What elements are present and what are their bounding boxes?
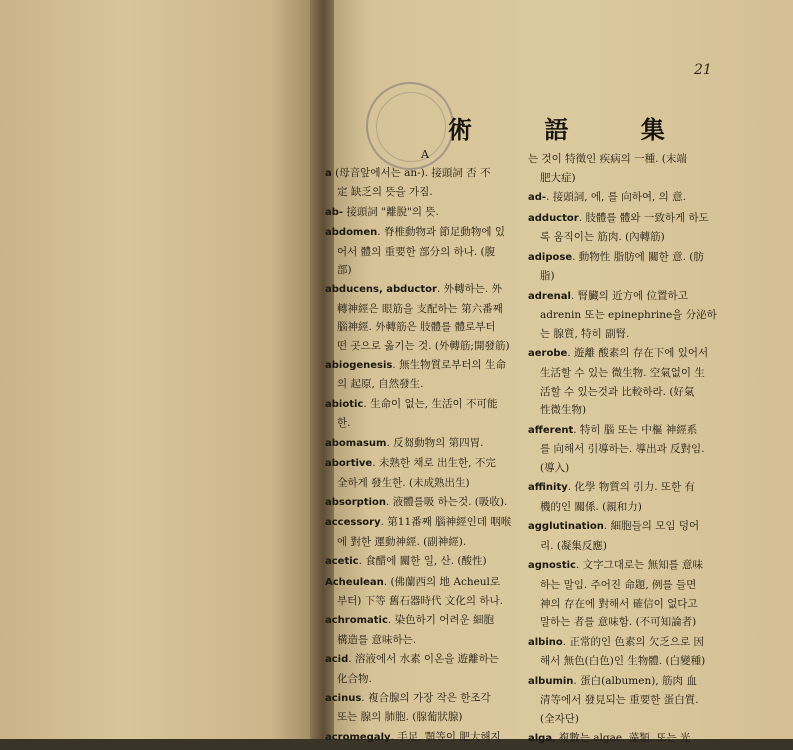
entry-headword: abiotic [325, 398, 364, 410]
entry-line-first: abiotic. 生命이 없는, 生活이 不可能 [325, 397, 498, 410]
entry-headword: abortive [325, 458, 373, 470]
glossary-entry [528, 209, 728, 247]
glossary-entry [325, 493, 525, 512]
glossary-entry [325, 203, 525, 222]
entry-line-continuation: 脂) [540, 270, 555, 283]
glossary-entry [325, 552, 525, 571]
entry-headword: acinus [325, 692, 362, 704]
entry-line-first: albumin. 蛋白(albumen), 筋肉 血 [528, 674, 697, 687]
left-entry-list [325, 164, 525, 747]
entry-line-first: acromegaly. 手足, 顎等이 肥大해지 [325, 730, 501, 743]
glossary-entry [528, 729, 728, 749]
glossary-entry [528, 188, 728, 208]
entry-line-continuation: 한. [337, 417, 351, 430]
glossary-entry [325, 650, 525, 688]
entry-line-continuation: 는 腺質, 特히 副腎. [540, 327, 630, 340]
entry-headword: acid [325, 654, 349, 666]
entry-headword: Acheulean [325, 576, 384, 588]
entry-headword: abomasum [325, 437, 387, 449]
entry-headword: acetic [325, 556, 359, 568]
entry-line-continuation: 腦神經. 外轉筋은 肢體를 體로부터 [337, 321, 496, 334]
entry-line-first: abortive. 未熟한 채로 出生한, 不完 [325, 457, 496, 470]
glossary-entry [325, 395, 525, 433]
entry-headword: agglutination [528, 521, 604, 533]
glossary-entry [325, 434, 525, 453]
entry-line-continuation: adrenin 또는 epinephrine을 分泌하 [540, 309, 717, 322]
entry-line-first: acid. 溶液에서 水素 이온을 遊離하는 [325, 653, 499, 666]
glossary-entry [325, 280, 525, 355]
glossary-column-left [325, 146, 525, 748]
entry-line-first: affinity. 化學 物質의 引力. 또한 有 [528, 481, 696, 494]
entry-line-first: accessory. 第11番째 腦神經인데 咽喉 [325, 516, 512, 529]
entry-line-first: adductor. 肢體를 體와 一致하게 하도 [528, 211, 709, 224]
entry-line-first: abducens, abductor. 外轉하는. 外 [325, 283, 503, 296]
entry-line-first: agglutination. 細胞들의 모임 덩어 [528, 520, 700, 533]
entry-line-continuation: 定 缺乏의 뜻을 가짐. [337, 186, 433, 199]
entry-line-first: aerobe. 遊離 酸素의 存在下에 있어서 [528, 347, 709, 360]
glossary-entry [325, 689, 525, 727]
glossary-entry [325, 356, 525, 394]
entry-line-first: alga, 複數는 algae. 藻類. 또는 光 [528, 732, 691, 745]
entry-line-continuation: 機的인 關係. (親和力) [540, 500, 642, 513]
glossary-entry [528, 421, 728, 478]
entry-line-first: a (母音앞에서는 an-). 接頭詞 否 不 [325, 167, 491, 179]
entry-headword: affinity [528, 482, 568, 494]
entry-line-first: abiogenesis. 無生物質로부터의 生命 [325, 359, 506, 372]
entry-line-continuation: 部) [337, 264, 352, 277]
entry-line-continuation: 말하는 者를 意味함. (不可知論者) [540, 616, 697, 629]
entry-line-first: ad-. 接頭詞, 에, 를 向하여, 의 意. [528, 191, 686, 204]
entry-headword: adipose [528, 251, 573, 263]
glossary-column-right [528, 150, 728, 750]
glossary-entry [528, 478, 728, 516]
entry-line-first: acinus. 複合腺의 가장 작은 한조각 [325, 691, 491, 704]
entry-line-continuation: 를 向해서 引導하는. 導出과 反對임. [540, 443, 705, 456]
entry-line-first: achromatic. 染色하기 어려운 細胞 [325, 614, 494, 627]
entry-line-continuation: 부터) 下等 舊石器時代 文化의 하나. [337, 594, 503, 607]
entry-headword: adrenal [528, 290, 571, 302]
entry-headword: abiogenesis [325, 360, 393, 372]
entry-line-continuation: (導入) [540, 461, 570, 474]
entry-line-continuation: 活할 수 있는것과 比較하라. (好氣 [540, 385, 695, 398]
entry-headword: agnostic [528, 560, 576, 572]
entry-line-first: abdomen. 脊椎動物과 節足動物에 있 [325, 226, 506, 239]
glossary-entry [528, 672, 728, 729]
entry-headword: aerobe [528, 348, 568, 360]
entry-line-first: ab- 接頭詞 "離脫"의 뜻. [325, 205, 439, 218]
entry-line-first: absorption. 液體를吸 하는것. (吸收). [325, 495, 508, 508]
entry-line-continuation: 해서 無色(白色)인 生物體. (白變種) [540, 655, 706, 668]
glossary-entry [528, 287, 728, 344]
glossary-entry [325, 611, 525, 649]
entry-line-first: albino. 正常的인 色素의 欠乏으로 因 [528, 635, 705, 648]
glossary-entry [325, 573, 525, 611]
entry-line-continuation: 清等에서 發見되는 重要한 蛋白質. [540, 694, 699, 707]
glossary-entry [528, 556, 728, 631]
entry-line-continuation: 리. (凝集反應) [540, 539, 608, 552]
entry-line-continuation: 肥大症) [540, 171, 576, 184]
glossary-entry [528, 248, 728, 286]
entry-line-first: abomasum. 反芻動物의 第四胃. [325, 436, 484, 449]
entry-line-continuation: 또는 腺의 肺胞. (腺葡狀腺) [337, 711, 463, 724]
entry-line-first: afferent. 特히 腦 또는 中樞 神經系 [528, 423, 698, 436]
entry-line-continuation: 의 起原, 自然發生. [337, 378, 424, 391]
glossary-entry [528, 344, 728, 419]
entry-line-continuation: 轉神經은 眼筋을 支配하는 第六番째 [337, 302, 503, 315]
entry-line-first: agnostic. 文字그대로는 無知를 意味 [528, 559, 704, 572]
glossary-entry [528, 150, 728, 187]
glossary-entry [528, 633, 728, 671]
glossary-entry [325, 454, 525, 492]
glossary-entry [325, 223, 525, 279]
entry-headword: abdomen [325, 227, 378, 239]
right-entry-list [528, 150, 728, 749]
entry-line-continuation: 하는 말임. 주어진 命題, 例를 들면 [540, 579, 697, 592]
entry-line-first: adipose. 動物性 脂肪에 關한 意. (肪 [528, 250, 704, 263]
entry-headword: ab- [325, 206, 344, 218]
entry-headword: adductor [528, 212, 579, 224]
entry-line-first: 는 것이 特徵인 疾病의 一種. (末端 [528, 153, 687, 165]
entry-headword: afferent [528, 424, 574, 436]
entry-line-continuation: 떤 곳으로 옮기는 것. (外轉筋;開發筋) [337, 339, 510, 352]
glossary-entry [325, 164, 525, 202]
page-number: 21 [694, 62, 712, 78]
entry-headword: a [325, 168, 332, 179]
entry-headword: acromegaly [325, 731, 391, 743]
entry-line-first: adrenal. 腎臟의 近方에 位置하고 [528, 289, 688, 302]
entry-headword: ad- [528, 192, 547, 204]
entry-line-continuation: 어서 體의 重要한 部分의 하나. (腹 [337, 245, 496, 258]
entry-headword: albino [528, 636, 563, 648]
entry-headword: abducens, abductor [325, 284, 437, 296]
entry-line-continuation: 에 對한 運動神經. (副神經). [337, 535, 467, 548]
section-letter: A [421, 148, 429, 161]
entry-headword: absorption [325, 496, 387, 508]
entry-line-first: acetic. 食醋에 關한 일, 산. (酸性) [325, 555, 487, 568]
entry-headword: albumin [528, 675, 574, 687]
entry-headword: alga [528, 733, 553, 745]
entry-line-continuation: 化合物. [337, 672, 372, 685]
glossary-entry [528, 517, 728, 555]
entry-line-continuation: 록 움직이는 筋肉. (內轉筋) [540, 231, 665, 244]
entry-line-continuation: 生活할 수 있는 微生物. 空氣없이 生 [540, 367, 705, 380]
entry-line-continuation: 性微生物) [540, 404, 587, 417]
entry-line-first: Acheulean. (佛蘭西의 地 Acheul로 [325, 575, 501, 588]
entry-line-continuation: 構造를 意味하는. [337, 633, 417, 646]
left-page [0, 0, 318, 739]
entry-headword: achromatic [325, 615, 388, 627]
entry-line-continuation: 神의 存在에 對해서 確信이 없다고 [540, 597, 698, 610]
entry-headword: accessory [325, 517, 381, 529]
entry-line-continuation: 全하게 發生한. (未成熟出生) [337, 476, 470, 489]
glossary-entry [325, 513, 525, 551]
page-title: 術 語 集 [448, 115, 697, 144]
entry-line-continuation: (全자단) [540, 712, 579, 725]
glossary-entry [325, 728, 525, 747]
